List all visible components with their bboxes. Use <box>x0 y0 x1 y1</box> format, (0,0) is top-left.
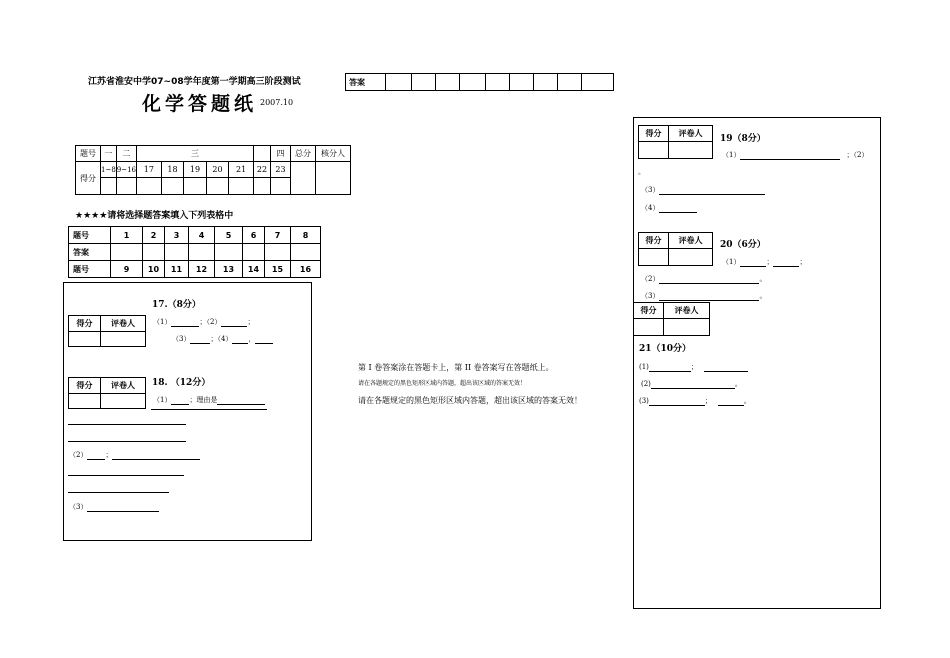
q17-blank-5[interactable] <box>255 343 273 344</box>
q18-label-3: （3） <box>69 503 88 511</box>
q21-line3 <box>639 396 751 406</box>
note-region-1: 请在各题规定的黑色矩形区域内答题，超出该区域的答案无效！ <box>358 380 527 387</box>
q18-blank-3[interactable] <box>87 459 105 460</box>
q21-blank-1[interactable] <box>649 371 691 372</box>
answer-cell[interactable] <box>534 74 558 91</box>
q20-sep-2: ； <box>799 258 807 266</box>
choice-answer-cell[interactable] <box>243 244 265 261</box>
choice-num: 9 <box>111 261 143 278</box>
q17-blank-2[interactable] <box>221 326 247 327</box>
q19-line3 <box>641 185 765 195</box>
grader-reviewer-label: 评卷人 <box>669 233 713 249</box>
sub-header: 18 <box>161 162 184 178</box>
score-cell-total[interactable] <box>291 162 316 195</box>
choice-num: 16 <box>291 261 321 278</box>
q17-line1 <box>153 317 254 327</box>
q18-line2 <box>69 450 200 460</box>
choice-ans-label: 答案 <box>69 244 111 261</box>
choice-num: 10 <box>143 261 165 278</box>
q21-grader-table <box>633 302 710 336</box>
q17-grader-table <box>68 315 146 347</box>
choice-answer-cell[interactable] <box>143 244 165 261</box>
answer-cell[interactable] <box>436 74 460 91</box>
q20-blank-2[interactable] <box>773 266 799 267</box>
score-cell[interactable] <box>206 178 229 195</box>
grader-score-cell[interactable] <box>639 142 669 159</box>
score-row-label: 得分 <box>76 162 101 195</box>
q17-title: 17.（8分） <box>152 300 201 310</box>
q19-blank-3[interactable] <box>659 194 765 195</box>
q20-end-3: 。 <box>759 292 767 300</box>
score-cell[interactable] <box>101 178 117 195</box>
grader-score-cell[interactable] <box>639 249 669 266</box>
sub-header: 20 <box>206 162 229 178</box>
score-header-num: 题号 <box>76 146 101 162</box>
q20-end-2: 。 <box>759 275 767 283</box>
grader-reviewer-label: 评卷人 <box>664 303 710 319</box>
choice-instruction: ★★★★请将选择题答案填入下列表格中 <box>75 211 234 221</box>
choice-num: 13 <box>215 261 243 278</box>
q18-answer-line[interactable] <box>151 409 267 410</box>
choice-num: 8 <box>291 227 321 244</box>
grader-reviewer-cell[interactable] <box>669 142 713 159</box>
q18-label-2: （2） <box>69 451 88 459</box>
score-cell[interactable] <box>116 178 136 195</box>
q19-label-3: （3） <box>641 186 660 194</box>
q18-blank-1[interactable] <box>171 404 189 405</box>
choice-num: 11 <box>165 261 189 278</box>
grader-reviewer-cell[interactable] <box>101 394 146 409</box>
grader-score-label: 得分 <box>69 378 101 394</box>
grader-score-label: 得分 <box>639 233 669 249</box>
answer-cell[interactable] <box>582 74 614 91</box>
answer-cell[interactable] <box>486 74 510 91</box>
q18-grader-table <box>68 377 146 409</box>
answer-cell[interactable] <box>460 74 486 91</box>
choice-num-label-2: 题号 <box>69 261 111 278</box>
q19-label-2: ；（2） <box>846 151 869 159</box>
q19-blank-1[interactable] <box>740 159 840 160</box>
q19-dot: 。 <box>638 168 645 176</box>
grader-score-label: 得分 <box>639 126 669 142</box>
q19-blank-4[interactable] <box>659 212 697 213</box>
sub-header: 19 <box>184 162 207 178</box>
q18-answer-line[interactable] <box>68 492 169 493</box>
q18-answer-line[interactable] <box>68 424 186 425</box>
q21-blank-2[interactable] <box>704 371 748 372</box>
q21-sep-3: ； <box>704 397 712 405</box>
score-header-checker: 核分人 <box>316 146 351 162</box>
choice-num: 1 <box>111 227 143 244</box>
choice-num: 2 <box>143 227 165 244</box>
choice-num: 12 <box>189 261 215 278</box>
grader-reviewer-label: 评卷人 <box>101 316 146 332</box>
q21-blank-5[interactable] <box>718 405 744 406</box>
choice-num: 15 <box>265 261 291 278</box>
school-title: 江苏省淮安中学07~08学年度第一学期高三阶段测试 <box>88 77 301 87</box>
q21-blank-4[interactable] <box>649 405 705 406</box>
choice-num: 7 <box>265 227 291 244</box>
grader-score-cell[interactable] <box>634 319 664 336</box>
answer-cell[interactable] <box>386 74 412 91</box>
q21-label-2: (2) <box>641 380 651 388</box>
q17-label-2: ；（2） <box>199 318 222 326</box>
q21-sep-1: ； <box>690 363 698 371</box>
q20-line2 <box>641 274 766 284</box>
q18-label-1: （1） <box>153 396 172 404</box>
sub-header: 9~16 <box>116 162 136 178</box>
grader-score-cell[interactable] <box>69 394 101 409</box>
q18-label-reason: ；理由是 <box>189 396 218 404</box>
answer-cell[interactable] <box>510 74 534 91</box>
choice-answer-cell[interactable] <box>189 244 215 261</box>
q17-blank-3[interactable] <box>190 343 210 344</box>
q20-grader-table <box>638 232 713 266</box>
score-header-4: 四 <box>271 146 291 162</box>
choice-num: 6 <box>243 227 265 244</box>
choice-table <box>68 226 321 278</box>
main-title: 化学答题纸 <box>142 93 258 115</box>
q18-line1 <box>153 395 265 405</box>
answer-cell[interactable] <box>412 74 436 91</box>
grader-reviewer-label: 评卷人 <box>101 378 146 394</box>
q19-grader-table <box>638 125 713 159</box>
q20-line1 <box>722 257 806 267</box>
q18-blank-5[interactable] <box>87 511 159 512</box>
q21-label-3: (3) <box>639 397 649 405</box>
grader-score-label: 得分 <box>634 303 664 319</box>
sub-header: 1~8 <box>101 162 117 178</box>
score-cell[interactable] <box>161 178 184 195</box>
q17-blank-1[interactable] <box>171 326 199 327</box>
q20-title: 20（6分） <box>720 240 766 250</box>
q18-answer-line[interactable] <box>68 475 184 476</box>
q18-title: 18. （12分） <box>152 378 211 388</box>
note-answer-sheet: 第 I 卷答案涂在答题卡上，第 II 卷答案写在答题纸上。 <box>358 363 554 372</box>
q19-label-4: （4） <box>641 204 660 212</box>
score-header-2: 二 <box>116 146 136 162</box>
choice-num: 3 <box>165 227 189 244</box>
choice-answer-cell[interactable] <box>265 244 291 261</box>
q19-label-1: （1） <box>722 151 741 159</box>
q17-line2 <box>172 334 273 344</box>
choice-answer-cell[interactable] <box>111 244 143 261</box>
q20-blank-3[interactable] <box>659 283 759 284</box>
top-answer-label: 答案 <box>346 74 386 91</box>
q17-label-1: （1） <box>153 318 172 326</box>
choice-answer-cell[interactable] <box>291 244 321 261</box>
q19-line4 <box>641 203 697 213</box>
grader-reviewer-cell[interactable] <box>664 319 710 336</box>
score-cell[interactable] <box>254 178 271 195</box>
sub-header: 23 <box>271 162 291 178</box>
top-answer-strip <box>345 73 614 91</box>
q20-label-1: （1） <box>722 258 741 266</box>
choice-answer-cell[interactable] <box>165 244 189 261</box>
q18-blank-4[interactable] <box>112 459 200 460</box>
q18-answer-line[interactable] <box>68 441 186 442</box>
q20-line3 <box>641 291 766 301</box>
score-table <box>75 145 351 195</box>
score-cell[interactable] <box>137 178 162 195</box>
grader-reviewer-label: 评卷人 <box>669 126 713 142</box>
score-header-1: 一 <box>101 146 117 162</box>
q17-blank-4[interactable] <box>232 343 248 344</box>
q21-line2 <box>641 379 742 389</box>
score-cell[interactable] <box>271 178 291 195</box>
score-cell-checker[interactable] <box>316 162 351 195</box>
grader-score-label: 得分 <box>69 316 101 332</box>
score-cell[interactable] <box>229 178 254 195</box>
q21-title: 21（10分） <box>639 344 692 354</box>
grader-score-cell[interactable] <box>69 332 101 347</box>
q17-sep-2: ， <box>248 335 256 343</box>
q18-blank-2[interactable] <box>217 404 265 405</box>
q20-blank-4[interactable] <box>659 300 759 301</box>
q17-label-3: （3） <box>172 335 191 343</box>
q18-sep: ； <box>105 451 113 459</box>
choice-num: 5 <box>215 227 243 244</box>
q20-sep-1: ； <box>766 258 774 266</box>
score-header-3: 三 <box>137 146 254 162</box>
q20-label-3: （3） <box>641 292 660 300</box>
score-header-total: 总分 <box>291 146 316 162</box>
date-label: 2007.10 <box>260 98 294 107</box>
choice-answer-cell[interactable] <box>215 244 243 261</box>
sub-header: 22 <box>254 162 271 178</box>
sub-header: 17 <box>137 162 162 178</box>
q21-blank-3[interactable] <box>651 388 735 389</box>
q19-title: 19（8分） <box>720 134 766 144</box>
q17-sep-1: ； <box>247 318 255 326</box>
choice-num: 4 <box>189 227 215 244</box>
q21-end-3: 。 <box>743 397 751 405</box>
q17-label-4: ；（4） <box>210 335 233 343</box>
q18-line3 <box>69 502 159 512</box>
q21-line1 <box>639 362 748 372</box>
grader-reviewer-cell[interactable] <box>101 332 146 347</box>
q21-end-2: 。 <box>734 380 742 388</box>
q20-blank-1[interactable] <box>740 266 766 267</box>
answer-cell[interactable] <box>558 74 582 91</box>
choice-num-label: 题号 <box>69 227 111 244</box>
q20-label-2: （2） <box>641 275 660 283</box>
choice-num: 14 <box>243 261 265 278</box>
note-region-2: 请在各题规定的黑色矩形区域内答题，超出该区域的答案无效！ <box>358 396 582 405</box>
grader-reviewer-cell[interactable] <box>669 249 713 266</box>
q21-label-1: (1) <box>639 363 649 371</box>
sub-header: 21 <box>229 162 254 178</box>
q19-line1 <box>722 150 878 160</box>
score-cell[interactable] <box>184 178 207 195</box>
